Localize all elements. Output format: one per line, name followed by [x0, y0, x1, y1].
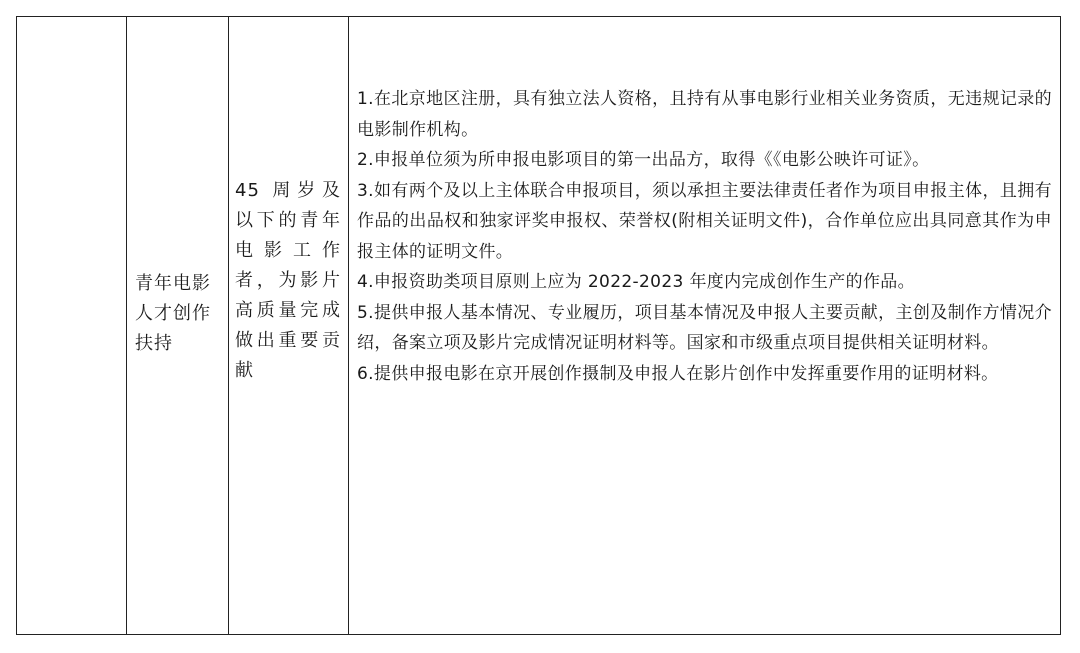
list-item: 6.提供申报电影在京开展创作摄制及申报人在影片创作中发挥重要作用的证明材料。: [357, 363, 999, 384]
table-cell-category: [127, 17, 229, 634]
list-item: 5.提供申报人基本情况、专业履历，项目基本情况及申报人主要贡献，主创及制作方情况介绍，备案立项及影片完成情况证明材料等。国家和市级重点项目提供相关证明材料。: [357, 302, 1052, 353]
list-item: 2.申报单位须为所申报电影项目的第一出品方，取得《《电影公映许可证》。: [357, 150, 930, 170]
list-item: 1.在北京地区注册，具有独立法人资格，且持有从事电影行业相关业务资质，无违规记录的电影制作机构。: [357, 89, 1052, 140]
table-cell-empty: [17, 17, 127, 634]
list-item: 3.如有两个及以上主体联合申报项目，须以承担主要法律责任者作为项目申报主体，且拥有作品的出品权和独家评奖申报权、荣誉权(附相关证明文件)，合作单位应出具同意其作为申报主体的证明文件。: [357, 180, 1052, 262]
requirements-list: [357, 84, 1052, 389]
list-item: 4.申报资助类项目原则上应为 2022-2023 年度内完成创作生产的作品。: [357, 272, 915, 292]
category-text: 青年电影人才创作扶持: [135, 273, 211, 354]
table-cell-requirements: [349, 17, 1060, 634]
policy-table: [16, 16, 1061, 635]
table-cell-criteria: [229, 17, 349, 634]
criteria-text: 45 周岁及以下的青年电影工作者，为影片高质量完成做出重要贡献: [235, 180, 341, 381]
